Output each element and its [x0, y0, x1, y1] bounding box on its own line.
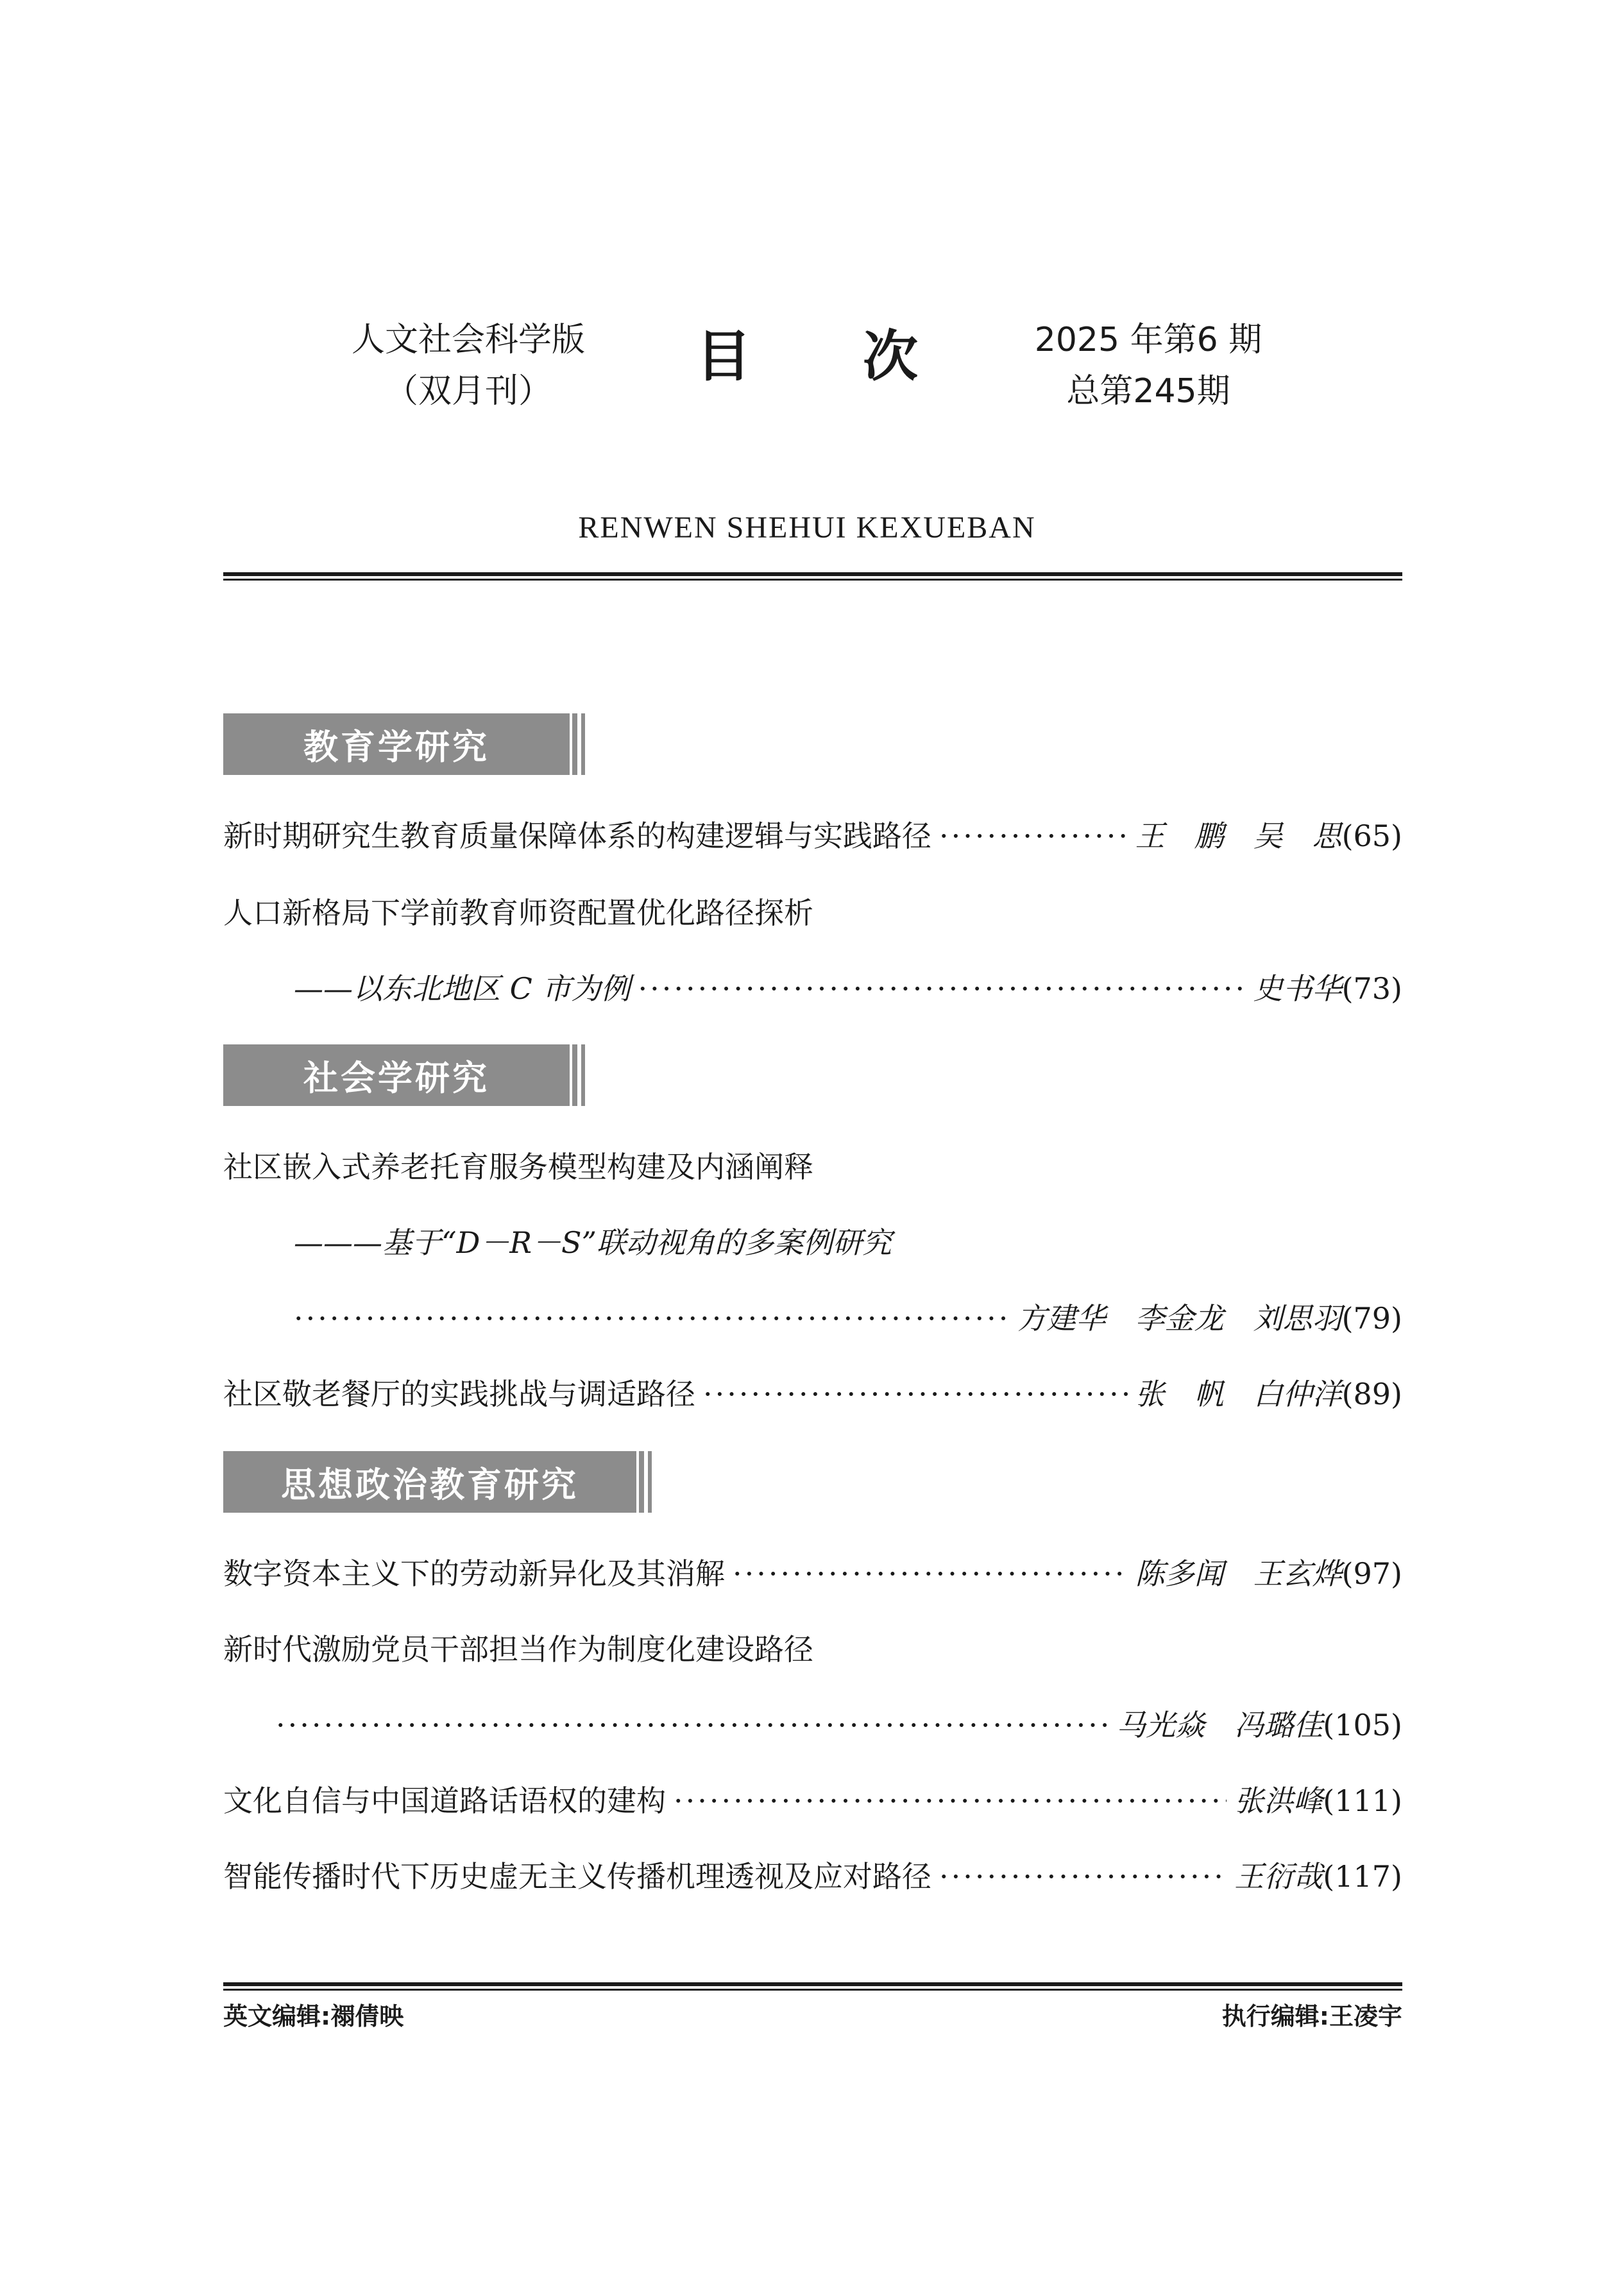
- page-title-mu: 目: [696, 325, 751, 389]
- total-issue-number: 总第245期: [1066, 372, 1230, 411]
- entry-title: 新时代激励党员干部担当作为制度化建设路径: [223, 1632, 813, 1667]
- leader-dots: [294, 1296, 1010, 1341]
- toc-entry-continuation[interactable]: [294, 966, 1402, 1011]
- entry-page: (111): [1323, 1783, 1402, 1818]
- page-title-ci: 次: [863, 325, 918, 389]
- entry-page: (65): [1341, 819, 1402, 853]
- journal-romanized-title: RENWEN SHEHUI KEXUEBAN: [578, 511, 1036, 545]
- entry-page: (73): [1341, 971, 1402, 1006]
- entry-subtitle: ———基于“D－R－S”联动视角的多案例研究: [294, 1225, 892, 1260]
- entry-authors: 王 鹏 吴 思: [1135, 819, 1342, 853]
- entry-page: (89): [1341, 1377, 1402, 1411]
- section-label: 社会学研究: [223, 1044, 570, 1106]
- journal-frequency: （双月刊）: [384, 372, 552, 411]
- entry-title: 数字资本主义下的劳动新异化及其消解: [223, 1556, 725, 1591]
- entry-title: 人口新格局下学前教育师资配置优化路径探析: [223, 896, 813, 930]
- toc-entry[interactable]: [223, 1144, 1402, 1189]
- entry-title: 智能传播时代下历史虚无主义传播机理透视及应对路径: [223, 1859, 931, 1894]
- journal-edition-block: [321, 314, 616, 417]
- english-editor-credit: 英文编辑:禤倩映: [223, 2002, 404, 2030]
- entry-title: 新时期研究生教育质量保障体系的构建逻辑与实践路径: [223, 819, 931, 853]
- executive-editor-credit: 执行编辑:王凌宇: [1221, 2002, 1402, 2030]
- entry-authors: 王衍哉: [1234, 1859, 1323, 1894]
- top-double-rule: [223, 572, 1402, 580]
- entry-title: 社区嵌入式养老托育服务模型构建及内涵阐释: [223, 1150, 813, 1184]
- section-bar: [581, 1044, 585, 1106]
- leader-dots: [703, 1372, 1128, 1416]
- section-bar: [639, 1451, 644, 1513]
- toc-entry[interactable]: [223, 890, 1402, 935]
- section-bar: [648, 1451, 652, 1513]
- toc-entry[interactable]: [223, 1854, 1402, 1899]
- toc-entry[interactable]: [223, 1372, 1402, 1416]
- entry-authors: 史书华: [1253, 971, 1342, 1006]
- section-bar: [572, 1044, 577, 1106]
- section-bar: [581, 713, 585, 775]
- section-header-education: [223, 713, 585, 775]
- leader-dots: [733, 1551, 1128, 1596]
- section-header-sociology: [223, 1044, 585, 1106]
- section-label: 教育学研究: [223, 713, 570, 775]
- entry-authors: 陈多闻 王玄烨: [1135, 1556, 1342, 1591]
- leader-dots: [939, 813, 1128, 858]
- toc-entry-subtitle: [294, 1220, 1402, 1265]
- entry-page: (105): [1323, 1708, 1402, 1742]
- leader-dots: [674, 1778, 1227, 1823]
- bottom-double-rule: [223, 1982, 1402, 1990]
- entry-authors: 张 帆 白仲洋: [1135, 1377, 1342, 1411]
- entry-subtitle: ——以东北地区 C 市为例: [294, 971, 631, 1006]
- issue-block: [1001, 314, 1296, 417]
- toc-entry-continuation[interactable]: [276, 1703, 1402, 1748]
- entry-authors: 方建华 李金龙 刘思羽: [1017, 1301, 1342, 1336]
- entry-title: 文化自信与中国道路话语权的建构: [223, 1783, 666, 1818]
- section-header-ideological-education: [223, 1451, 652, 1513]
- journal-edition: 人文社会科学版: [351, 321, 585, 359]
- entry-page: (79): [1341, 1301, 1402, 1336]
- toc-entry-continuation[interactable]: [294, 1296, 1402, 1341]
- toc-entry[interactable]: [223, 1778, 1402, 1823]
- toc-entry[interactable]: [223, 1551, 1402, 1596]
- entry-title: 社区敬老餐厅的实践挑战与调适路径: [223, 1377, 695, 1411]
- leader-dots: [276, 1703, 1109, 1748]
- toc-entry[interactable]: [223, 1627, 1402, 1672]
- leader-dots: [638, 966, 1245, 1011]
- leader-dots: [939, 1854, 1227, 1899]
- toc-entry[interactable]: [223, 813, 1402, 858]
- entry-page: (97): [1341, 1556, 1402, 1591]
- entry-page: (117): [1323, 1859, 1402, 1894]
- entry-authors: 张洪峰: [1234, 1783, 1323, 1818]
- issue-number: 2025 年第6 期: [1034, 321, 1262, 359]
- entry-authors: 马光焱 冯璐佳: [1116, 1708, 1323, 1742]
- section-label: 思想政治教育研究: [223, 1451, 636, 1513]
- section-bar: [572, 713, 577, 775]
